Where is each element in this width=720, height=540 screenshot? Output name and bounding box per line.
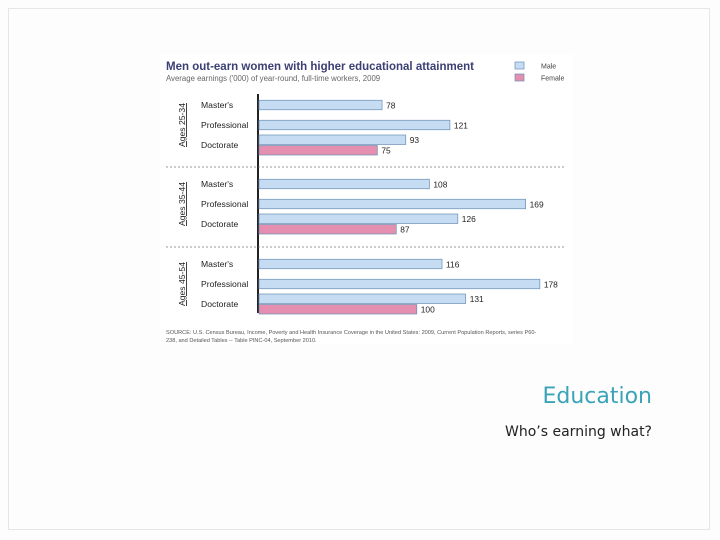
bar-chart [160, 54, 573, 344]
bar-male [259, 214, 458, 224]
category-label: Master's [201, 259, 234, 269]
slide-title: Education [542, 384, 652, 409]
category-label: Professional [201, 279, 249, 289]
data-label: 169 [529, 199, 544, 210]
legend-swatch-male [515, 62, 524, 69]
bar-male [259, 135, 406, 145]
bar-male [259, 279, 540, 289]
bar-male [259, 259, 442, 269]
bar-male [259, 199, 526, 209]
category-label: Master's [201, 179, 234, 189]
bar-male [259, 179, 429, 189]
source-note-line: SOURCE: U.S. Census Bureau, Income, Poverty and Health Insurance Coverage in the United States: 2009, Current Population Reports, series P60- [166, 330, 537, 336]
group-label: Ages 35-44 [177, 182, 187, 226]
chart-title: Men out-earn women with higher educational attainment [166, 61, 474, 73]
bar-male [259, 294, 466, 304]
slide-subtitle: Who’s earning what? [505, 424, 652, 440]
data-label: 87 [400, 224, 410, 235]
data-label: 75 [381, 145, 391, 156]
category-label: Doctorate [201, 299, 239, 309]
group-label: Ages 25-34 [177, 103, 187, 147]
category-label: Professional [201, 199, 249, 209]
category-label: Professional [201, 120, 249, 130]
data-label: 100 [420, 304, 435, 315]
chart-subtitle: Average earnings ('000) of year-round, full-time workers, 2009 [166, 74, 381, 83]
data-label: 93 [409, 135, 420, 145]
bar-female [259, 305, 417, 315]
data-label: 108 [433, 179, 448, 190]
legend-swatch-female [515, 74, 524, 81]
data-label: 121 [453, 120, 468, 131]
data-label: 131 [469, 294, 484, 304]
bar-male [259, 120, 450, 130]
category-label: Doctorate [201, 219, 239, 229]
source-note-line: 238, and Detailed Tables -- Table PINC-04, September 2010. [166, 338, 317, 344]
category-label: Master's [201, 100, 234, 110]
data-label: 116 [446, 259, 460, 270]
bar-female [259, 146, 377, 156]
category-label: Doctorate [201, 140, 239, 150]
group-label: Ages 45-54 [177, 262, 187, 306]
data-label: 78 [386, 100, 396, 111]
bar-male [259, 100, 382, 110]
bar-female [259, 225, 396, 235]
legend-label-male: Male [541, 63, 557, 71]
legend-label-female: Female [541, 75, 565, 83]
chart-image [160, 54, 573, 344]
data-label: 178 [543, 279, 558, 290]
data-label: 126 [461, 214, 476, 224]
